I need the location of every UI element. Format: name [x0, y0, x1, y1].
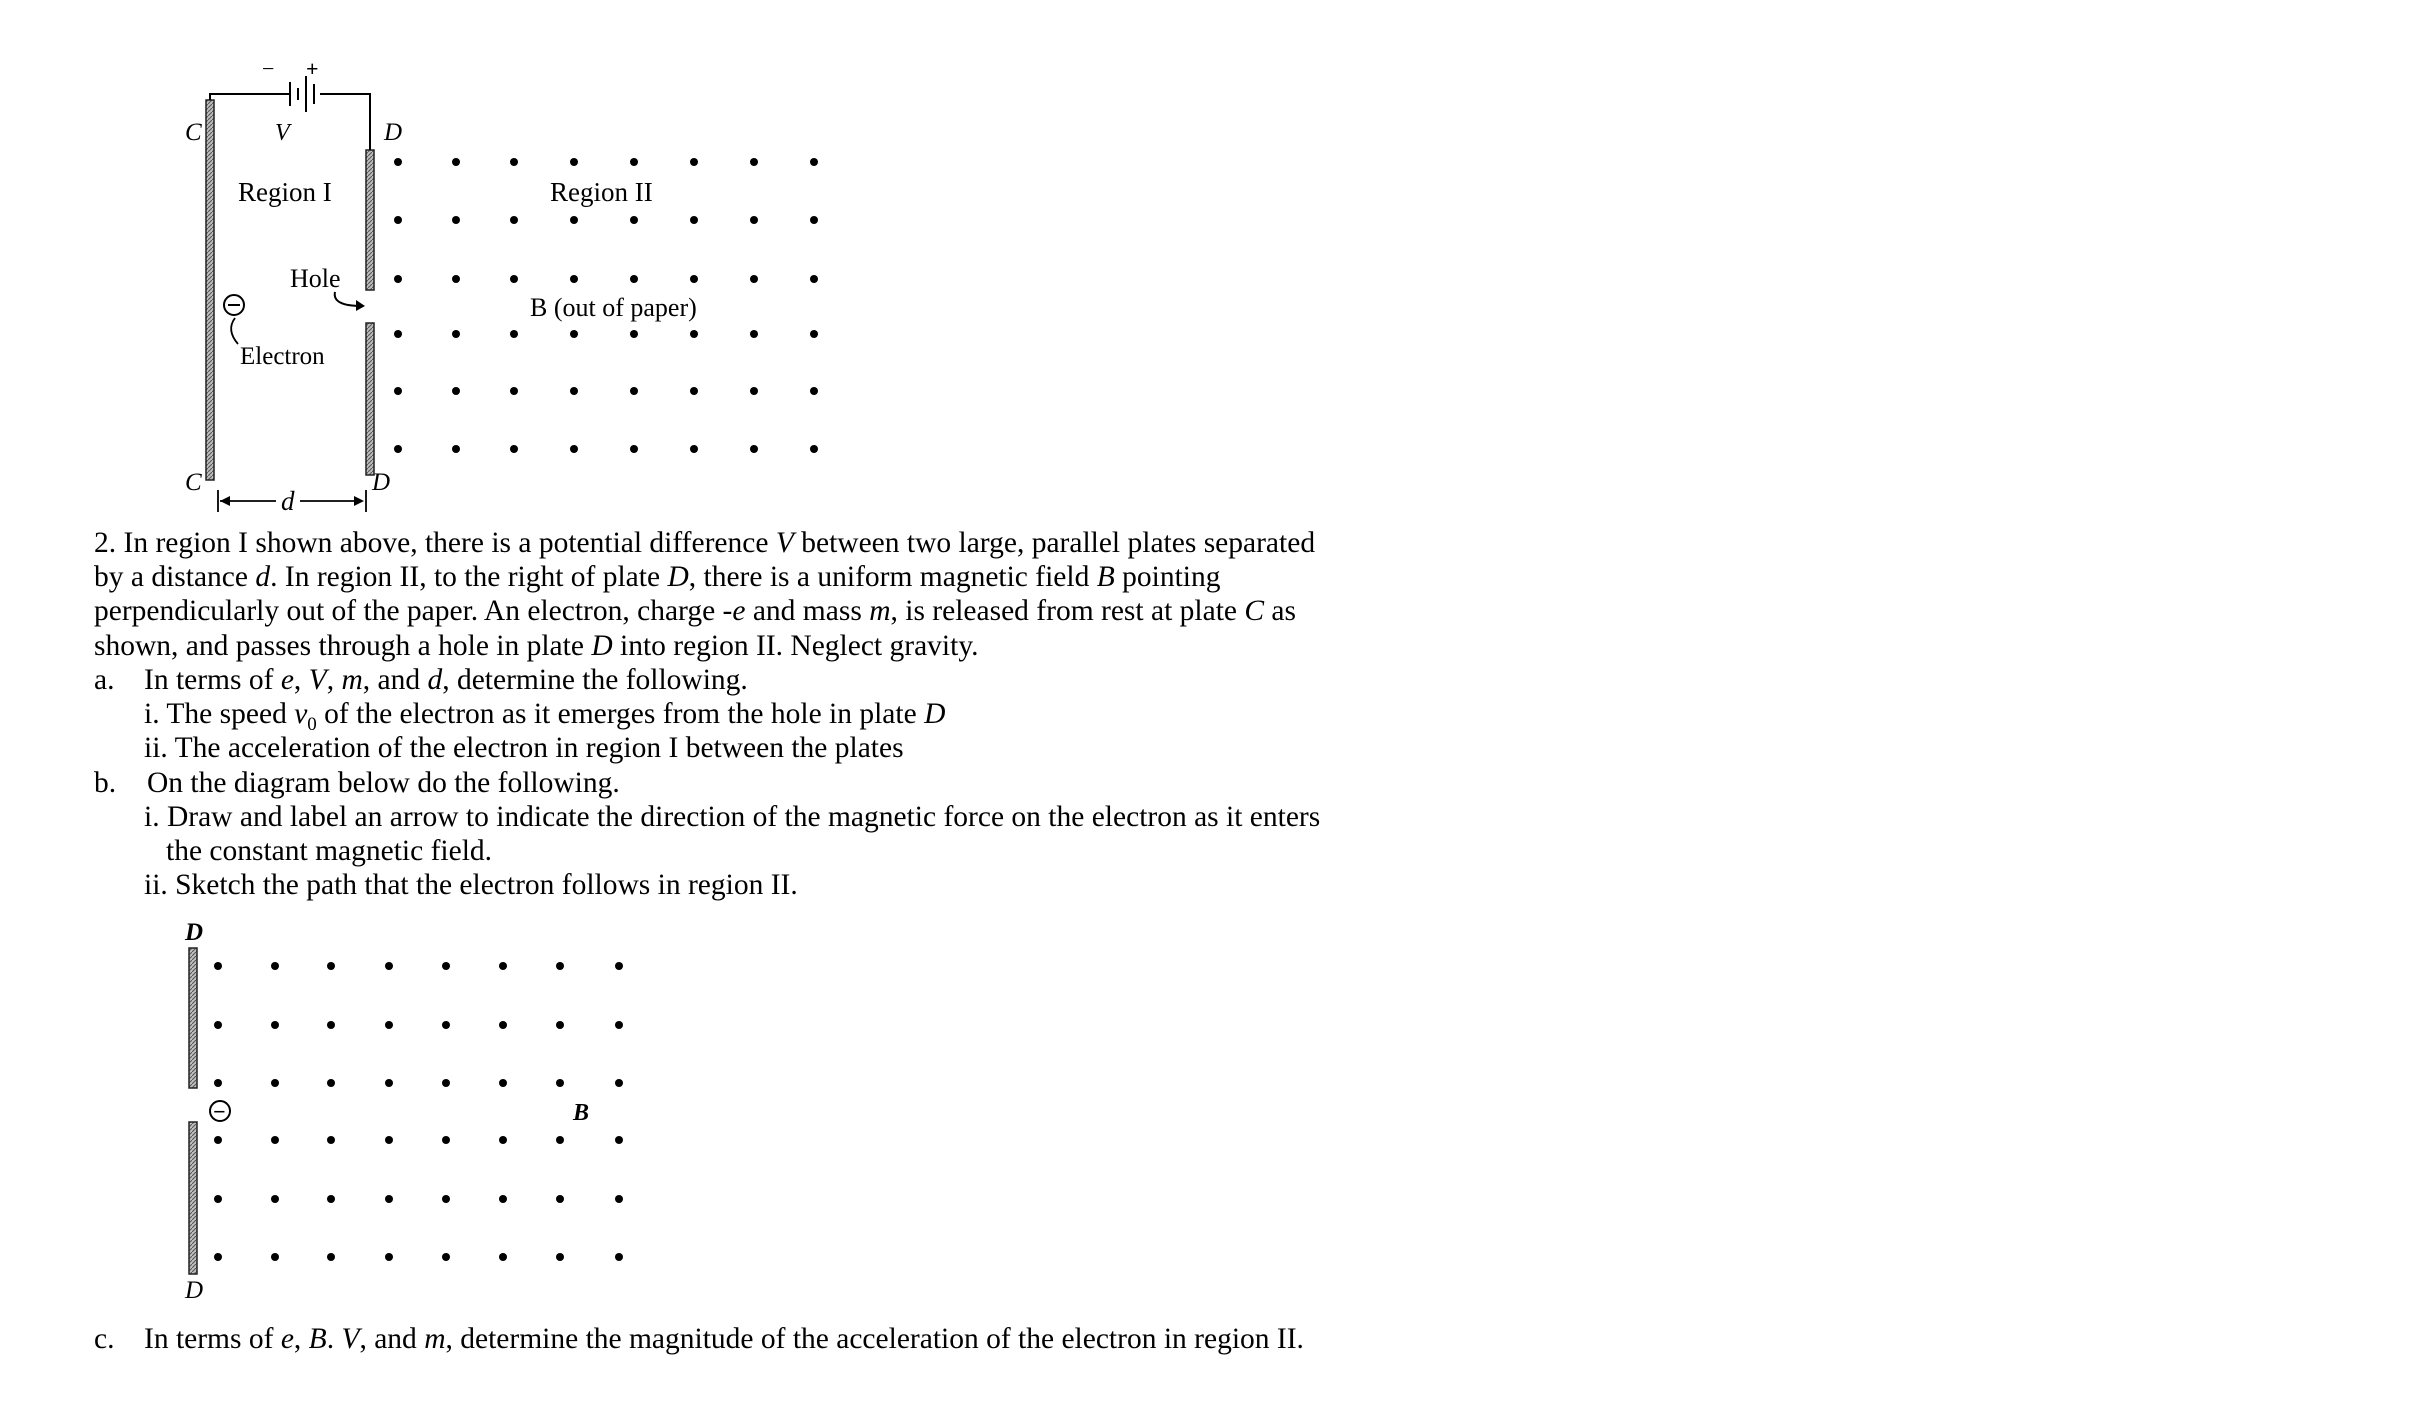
label-hole: Hole [290, 264, 341, 293]
battery-minus-sign: − [262, 56, 275, 81]
battery-icon [290, 76, 314, 112]
part-c-letter: c. [94, 1323, 115, 1355]
part-b-i-line2: the constant magnetic field. [166, 835, 493, 867]
label-plate-d-top: D [384, 119, 403, 146]
part-b-text: On the diagram below do the following. [147, 767, 620, 799]
label-region-2: Region II [550, 177, 653, 207]
plate-d-lower [366, 323, 374, 475]
label-electron: Electron [240, 343, 325, 370]
part-a-ii: ii. The acceleration of the electron in region I between the plates [144, 732, 904, 764]
battery-plus-sign: + [306, 56, 319, 81]
figure-1-diagram [0, 0, 900, 520]
label-plate-c-top: C [185, 119, 202, 146]
label-distance-d: d [281, 486, 295, 516]
electron-icon-fig2 [210, 1099, 230, 1124]
label-voltage: V [275, 120, 290, 146]
electron-icon [224, 295, 244, 315]
electron-pointer-line [231, 318, 238, 344]
label-region-1: Region I [238, 177, 332, 207]
label-plate-d-bottom: D [372, 469, 391, 496]
label-b-field: B (out of paper) [530, 293, 697, 322]
label-plate-d-bottom-fig2: D [185, 1277, 204, 1304]
problem-intro: 2. In region I shown above, there is a potential difference V between two large, parallel plates separated by a distance d. In region II, to the right of plate D, there is a uniform magnetic field B pointing perpendicularly out of the paper. An electron, charge -e and mass m, is released from rest at plate C as shown, and passes through a hole in plate D into region II. Neglect gravity. [94, 527, 1316, 662]
part-a-letter: a. [94, 664, 115, 696]
plate-d-upper [366, 150, 374, 290]
plate-c [206, 100, 214, 480]
part-b-letter: b. [94, 767, 117, 799]
part-a-text: In terms of e, V, m, and d, determine the following. [144, 664, 748, 696]
part-b-ii: ii. Sketch the path that the electron follows in region II. [144, 869, 798, 901]
part-c-text: In terms of e, B. V, and m, determine the magnitude of the acceleration of the electron in region II. [144, 1323, 1304, 1355]
label-b-fig2: B [573, 1100, 590, 1126]
magnetic-field-dots-fig2 [214, 962, 623, 1261]
part-a-i: i. The speed $v_0$ of the electron as it emerges from the hole in plate D [144, 698, 946, 735]
part-b-i-line1: i. Draw and label an arrow to indicate the direction of the magnetic force on the electron as it enters [144, 801, 1321, 833]
label-plate-c-bottom: C [185, 469, 202, 496]
plate-d-lower-fig2 [189, 1122, 197, 1274]
label-plate-d-top-fig2: D [185, 919, 204, 946]
figure-2-diagram [0, 900, 700, 1310]
svg-text:−: − [213, 1099, 226, 1124]
plate-d-upper-fig2 [189, 948, 197, 1088]
